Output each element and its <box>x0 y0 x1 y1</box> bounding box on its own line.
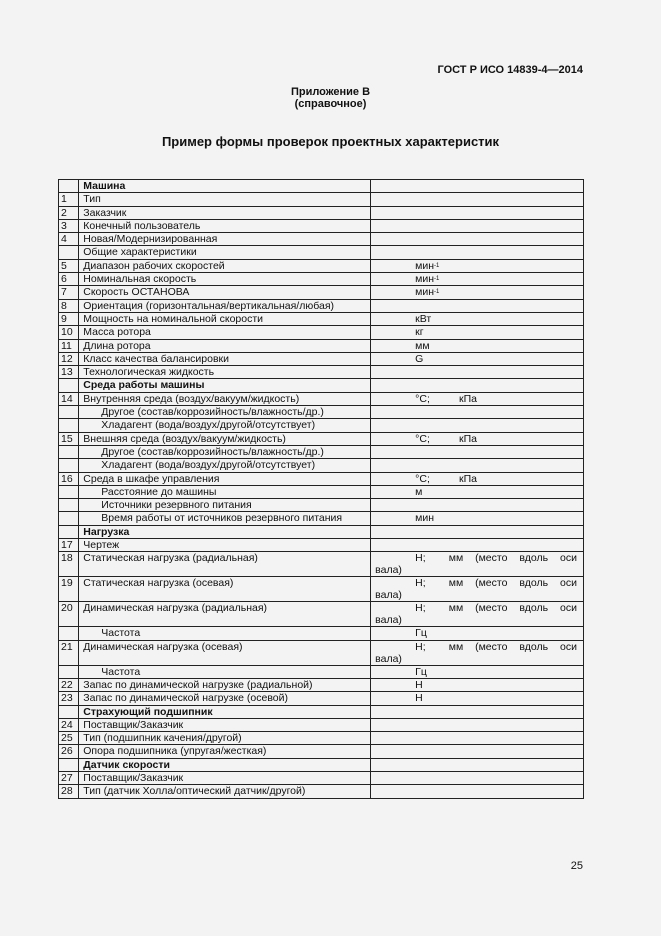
row-description: Статическая нагрузка (осевая) <box>79 577 371 602</box>
page-title: Пример формы проверок проектных характеристик <box>161 134 500 149</box>
row-number: 19 <box>59 577 79 602</box>
unit-primary: Гц <box>415 627 427 640</box>
row-description: Другое (состав/коррозийность/влажность/др.) <box>79 445 371 458</box>
row-unit <box>371 432 584 445</box>
row-unit <box>371 499 584 512</box>
row-description: Технологическая жидкость <box>79 366 371 379</box>
row-description: Другое (состав/коррозийность/влажность/др.) <box>79 406 371 419</box>
row-number <box>59 246 79 259</box>
unit-exponent: -1 <box>434 276 440 283</box>
row-number <box>59 512 79 525</box>
unit-secondary: мм (место вдоль оси <box>448 552 577 565</box>
row-unit <box>371 512 584 525</box>
row-description: Запас по динамической нагрузке (осевой) <box>79 692 371 705</box>
row-unit <box>371 692 584 705</box>
row-unit <box>371 366 584 379</box>
unit-primary: кг <box>415 326 424 339</box>
row-number <box>59 459 79 472</box>
row-number: 5 <box>59 259 79 272</box>
unit-primary: °С; <box>415 432 430 445</box>
row-unit <box>371 180 584 193</box>
section-heading: Нагрузка <box>79 525 371 538</box>
row-description: Внутренняя среда (воздух/вакуум/жидкость) <box>79 392 371 405</box>
section-heading: Среда работы машины <box>79 379 371 392</box>
unit-secondary: кПа <box>459 472 477 485</box>
row-description: Тип (подшипник качения/другой) <box>79 732 371 745</box>
table-row <box>59 640 584 665</box>
row-unit <box>371 758 584 771</box>
row-unit <box>371 352 584 365</box>
row-number: 26 <box>59 745 79 758</box>
table-row <box>59 419 584 432</box>
unit-continuation: вала) <box>375 589 402 602</box>
table-row <box>59 771 584 784</box>
table-row <box>59 432 584 445</box>
row-number: 4 <box>59 233 79 246</box>
row-unit <box>371 785 584 798</box>
row-unit <box>371 627 584 640</box>
table-row <box>59 193 584 206</box>
table-row <box>59 665 584 678</box>
row-number: 14 <box>59 392 79 405</box>
row-description: Чертеж <box>79 539 371 552</box>
unit-primary: G <box>415 352 424 365</box>
row-description: Мощность на номинальной скорости <box>79 312 371 325</box>
table-row <box>59 627 584 640</box>
row-number: 24 <box>59 718 79 731</box>
table-row <box>59 312 584 325</box>
unit-secondary: кПа <box>459 432 477 445</box>
unit-exponent: -1 <box>434 262 440 269</box>
table-row <box>59 219 584 232</box>
unit-primary: °С; <box>415 472 430 485</box>
row-description: Опора подшипника (упругая/жесткая) <box>79 745 371 758</box>
row-unit <box>371 233 584 246</box>
row-unit <box>371 459 584 472</box>
row-unit <box>371 602 584 627</box>
row-description: Общие характеристики <box>79 246 371 259</box>
row-description: Масса ротора <box>79 326 371 339</box>
row-number <box>59 525 79 538</box>
unit-primary: Н <box>415 678 423 691</box>
row-number: 23 <box>59 692 79 705</box>
row-unit <box>371 339 584 352</box>
unit-exponent: -1 <box>434 289 440 296</box>
row-description: Заказчик <box>79 206 371 219</box>
row-unit <box>371 259 584 272</box>
row-number: 8 <box>59 299 79 312</box>
table-row <box>59 577 584 602</box>
characteristics-table <box>58 179 584 799</box>
row-description: Время работы от источников резервного питания <box>79 512 371 525</box>
table-row <box>59 273 584 286</box>
row-unit <box>371 312 584 325</box>
unit-primary: мин <box>415 512 435 525</box>
row-number <box>59 705 79 718</box>
row-unit <box>371 379 584 392</box>
table-row <box>59 379 584 392</box>
row-number <box>59 758 79 771</box>
row-unit <box>371 273 584 286</box>
table-row <box>59 552 584 577</box>
row-number: 21 <box>59 640 79 665</box>
row-number: 10 <box>59 326 79 339</box>
row-description: Источники резервного питания <box>79 499 371 512</box>
row-number: 11 <box>59 339 79 352</box>
row-unit <box>371 472 584 485</box>
row-unit <box>371 640 584 665</box>
row-description: Номинальная скорость <box>79 273 371 286</box>
table-row <box>59 539 584 552</box>
row-unit <box>371 485 584 498</box>
unit-continuation: вала) <box>375 614 402 627</box>
row-unit <box>371 745 584 758</box>
row-description: Хладагент (вода/воздух/другой/отсутствует) <box>79 419 371 432</box>
table-row <box>59 692 584 705</box>
table-row <box>59 326 584 339</box>
unit-primary: Н; <box>415 640 426 653</box>
row-number: 3 <box>59 219 79 232</box>
row-number: 2 <box>59 206 79 219</box>
row-number: 18 <box>59 552 79 577</box>
row-unit <box>371 286 584 299</box>
row-unit <box>371 705 584 718</box>
row-number: 13 <box>59 366 79 379</box>
row-unit <box>371 326 584 339</box>
table-row <box>59 678 584 691</box>
unit-primary: мм <box>415 339 430 352</box>
row-description: Длина ротора <box>79 339 371 352</box>
table-row <box>59 352 584 365</box>
row-description: Конечный пользователь <box>79 219 371 232</box>
row-number <box>59 485 79 498</box>
table-row <box>59 406 584 419</box>
row-unit <box>371 246 584 259</box>
table-row <box>59 259 584 272</box>
row-number: 25 <box>59 732 79 745</box>
row-unit <box>371 219 584 232</box>
row-unit <box>371 678 584 691</box>
table-row <box>59 180 584 193</box>
row-unit <box>371 718 584 731</box>
table-row <box>59 485 584 498</box>
table-row <box>59 758 584 771</box>
row-description: Класс качества балансировки <box>79 352 371 365</box>
row-description: Хладагент (вода/воздух/другой/отсутствует) <box>79 459 371 472</box>
row-description: Расстояние до машины <box>79 485 371 498</box>
row-unit <box>371 299 584 312</box>
table-row <box>59 512 584 525</box>
row-number <box>59 499 79 512</box>
unit-primary: мин <box>415 273 435 286</box>
table-row <box>59 339 584 352</box>
table-row <box>59 445 584 458</box>
table-row <box>59 732 584 745</box>
row-description: Ориентация (горизонтальная/вертикальная/любая) <box>79 299 371 312</box>
unit-primary: мин <box>415 259 435 272</box>
row-unit <box>371 392 584 405</box>
table-row <box>59 246 584 259</box>
unit-primary: м <box>415 485 423 498</box>
row-number: 20 <box>59 602 79 627</box>
unit-secondary: мм (место вдоль оси <box>448 640 577 653</box>
row-number: 17 <box>59 539 79 552</box>
row-number <box>59 180 79 193</box>
table-row <box>59 525 584 538</box>
section-heading: Датчик скорости <box>79 758 371 771</box>
section-heading: Машина <box>79 180 371 193</box>
row-number: 27 <box>59 771 79 784</box>
row-description: Внешняя среда (воздух/вакуум/жидкость) <box>79 432 371 445</box>
row-description: Статическая нагрузка (радиальная) <box>79 552 371 577</box>
unit-primary: Н <box>415 692 423 705</box>
row-unit <box>371 539 584 552</box>
row-unit <box>371 193 584 206</box>
table-row <box>59 785 584 798</box>
row-number <box>59 665 79 678</box>
unit-secondary: кПа <box>459 392 477 405</box>
row-unit <box>371 525 584 538</box>
unit-primary: кВт <box>415 312 432 325</box>
row-number: 28 <box>59 785 79 798</box>
row-number <box>59 419 79 432</box>
table-row <box>59 705 584 718</box>
row-number <box>59 379 79 392</box>
row-number <box>59 406 79 419</box>
table-row <box>59 459 584 472</box>
table-row <box>59 299 584 312</box>
appendix-label: Приложение В <box>290 86 371 98</box>
row-description: Скорость ОСТАНОВА <box>79 286 371 299</box>
row-number: 12 <box>59 352 79 365</box>
unit-continuation: вала) <box>375 652 402 665</box>
table-row <box>59 602 584 627</box>
row-unit <box>371 206 584 219</box>
row-description: Среда в шкафе управления <box>79 472 371 485</box>
unit-primary: Н; <box>415 552 426 565</box>
row-description: Частота <box>79 627 371 640</box>
row-description: Новая/Модернизированная <box>79 233 371 246</box>
page-number: 25 <box>570 860 583 872</box>
row-number <box>59 445 79 458</box>
row-number: 6 <box>59 273 79 286</box>
row-description: Тип (датчик Холла/оптический датчик/другой) <box>79 785 371 798</box>
row-number: 9 <box>59 312 79 325</box>
row-unit <box>371 445 584 458</box>
unit-primary: Н; <box>415 577 426 590</box>
row-description: Диапазон рабочих скоростей <box>79 259 371 272</box>
row-description: Запас по динамической нагрузке (радиальной) <box>79 678 371 691</box>
table-row <box>59 233 584 246</box>
table-row <box>59 286 584 299</box>
section-heading: Страхующий подшипник <box>79 705 371 718</box>
table-row <box>59 472 584 485</box>
table-row <box>59 745 584 758</box>
table-row <box>59 206 584 219</box>
unit-secondary: мм (место вдоль оси <box>448 602 577 615</box>
row-unit <box>371 665 584 678</box>
row-number: 16 <box>59 472 79 485</box>
row-description: Частота <box>79 665 371 678</box>
row-description: Тип <box>79 193 371 206</box>
table-row <box>59 718 584 731</box>
unit-primary: мин <box>415 286 435 299</box>
table-row <box>59 499 584 512</box>
standard-number: ГОСТ Р ИСО 14839-4—2014 <box>437 64 583 76</box>
row-unit <box>371 577 584 602</box>
row-number <box>59 627 79 640</box>
row-unit <box>371 552 584 577</box>
unit-primary: Гц <box>415 665 427 678</box>
table-row <box>59 366 584 379</box>
appendix-type: (справочное) <box>294 98 367 110</box>
unit-primary: Н; <box>415 602 426 615</box>
unit-continuation: вала) <box>375 564 402 577</box>
table-row <box>59 392 584 405</box>
row-number: 15 <box>59 432 79 445</box>
row-description: Поставщик/Заказчик <box>79 771 371 784</box>
row-description: Динамическая нагрузка (радиальная) <box>79 602 371 627</box>
row-number: 22 <box>59 678 79 691</box>
row-number: 7 <box>59 286 79 299</box>
row-unit <box>371 419 584 432</box>
row-description: Поставщик/Заказчик <box>79 718 371 731</box>
unit-primary: °С; <box>415 392 430 405</box>
row-unit <box>371 732 584 745</box>
row-description: Динамическая нагрузка (осевая) <box>79 640 371 665</box>
row-unit <box>371 771 584 784</box>
unit-secondary: мм (место вдоль оси <box>448 577 577 590</box>
row-number: 1 <box>59 193 79 206</box>
row-unit <box>371 406 584 419</box>
table-body <box>59 180 584 799</box>
